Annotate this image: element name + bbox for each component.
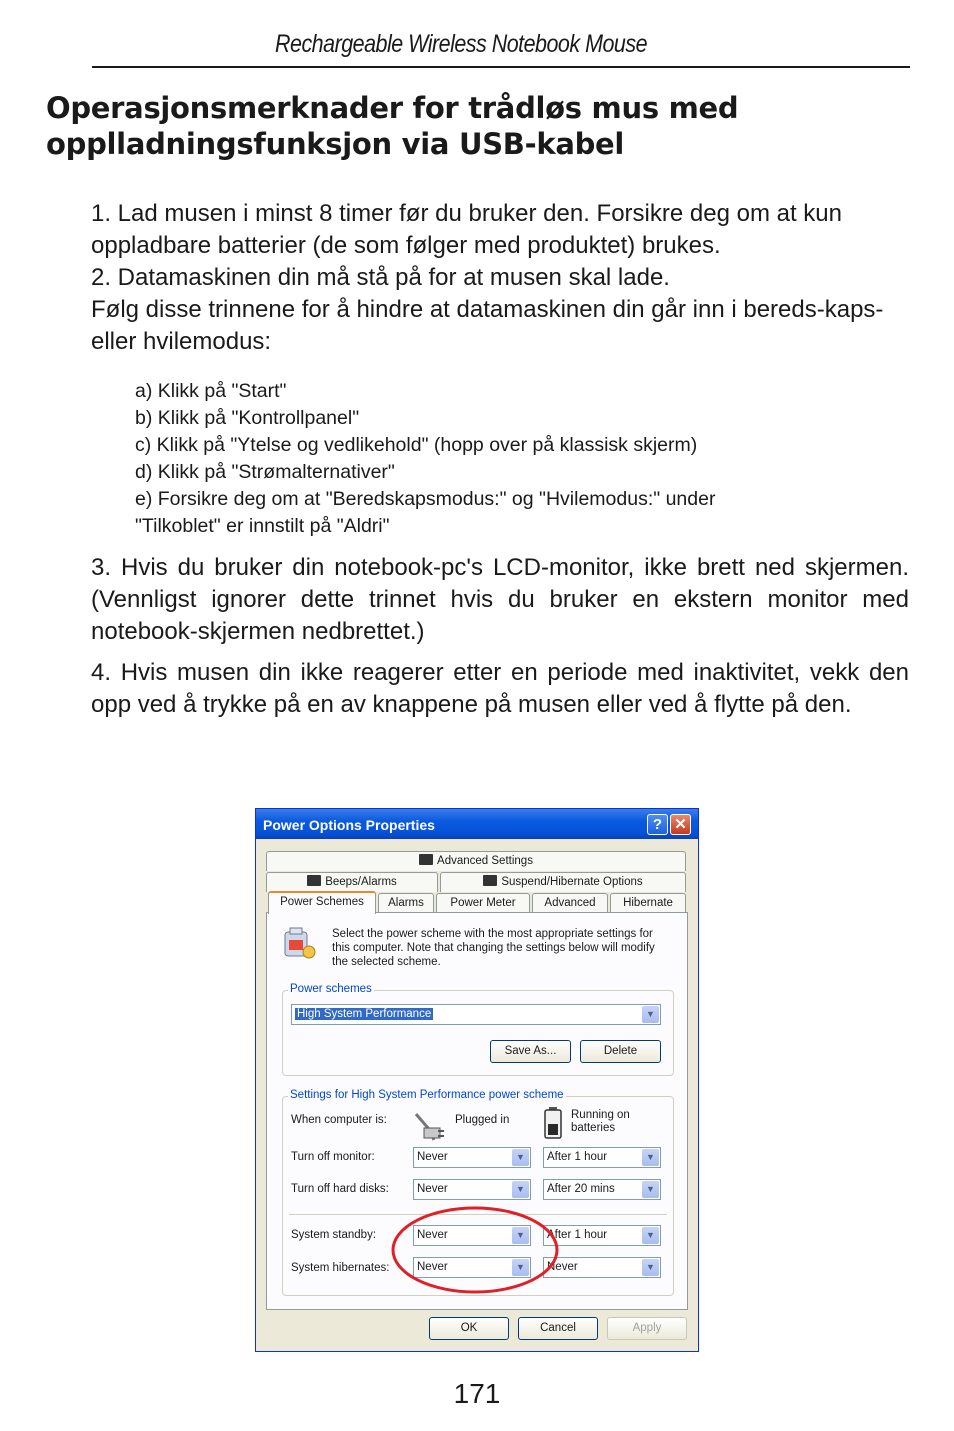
tab-beeps-alarms[interactable]: Beeps/Alarms [266, 872, 438, 892]
turn-off-disks-label: Turn off hard disks: [291, 1183, 389, 1195]
hibernate-battery-select[interactable]: Never ▼ [543, 1257, 661, 1278]
page-title: Operasjonsmerknader for trådløs mus med opplladningsfunksjon via USB-kabel [46, 91, 739, 161]
step-3-block [91, 552, 909, 648]
substep-d: d) Klikk på "Strømalternativer" [135, 461, 395, 483]
disks-plugged-select[interactable]: Never ▼ [413, 1179, 531, 1200]
computer-icon [307, 875, 321, 886]
on-batteries-label: Running on batteries [571, 1109, 630, 1134]
chevron-down-icon: ▼ [642, 1227, 659, 1244]
substep-c: c) Klikk på "Ytelse og vedlikehold" (hopp over på klassisk skjerm) [135, 434, 698, 456]
tab-power-schemes[interactable]: Power Schemes [268, 891, 376, 914]
highlight-circle [380, 1200, 570, 1300]
step-1-text: 1. Lad musen i minst 8 timer før du bruker den. Forsikre deg om at kun oppladbare batterier (de som følger med produktet) brukes. [91, 200, 842, 259]
ok-button[interactable]: OK [429, 1317, 509, 1340]
disks-battery-select[interactable]: After 20 mins ▼ [543, 1179, 661, 1200]
substep-e-cont: "Tilkoblet" er innstilt på "Aldri" [135, 515, 390, 537]
chevron-down-icon: ▼ [512, 1149, 529, 1166]
plugged-in-label: Plugged in [455, 1114, 510, 1126]
power-scheme-select[interactable]: High System Performance ▼ [291, 1004, 661, 1025]
chevron-down-icon: ▼ [642, 1149, 659, 1166]
monitor-battery-select[interactable]: After 1 hour ▼ [543, 1147, 661, 1168]
power-schemes-legend: Power schemes [290, 983, 372, 995]
computer-icon [419, 854, 433, 865]
scheme-description: Select the power scheme with the most appropriate settings for this computer. Note that changing the settings below will modify the selected scheme. [332, 928, 655, 968]
settings-legend: Settings for High System Performance power scheme [290, 1089, 564, 1101]
step-4-block [91, 657, 909, 721]
step-4-text: 4. Hvis musen din ikke reagerer etter en periode med inaktivitet, vekk den opp ved å trykke på en av knappene på musen eller ved å flytte på den. [91, 659, 909, 718]
intro-block [91, 198, 909, 358]
tab-suspend-hibernate[interactable]: Suspend/Hibernate Options [440, 872, 686, 892]
chevron-down-icon: ▼ [642, 1259, 659, 1276]
hibernate-plugged-select[interactable]: Never ▼ [413, 1257, 531, 1278]
power-schemes-group [282, 990, 674, 1076]
battery-icon [542, 1106, 564, 1140]
standby-plugged-select[interactable]: Never ▼ [413, 1225, 531, 1246]
chevron-down-icon: ▼ [642, 1006, 659, 1023]
step-3-text: 3. Hvis du bruker din notebook-pc's LCD-monitor, ikke brett ned skjermen. (Vennligst ignorer dette trinnet hvis du bruker en ekstern monitor med notebook-skjermen nedbrettet.) [91, 554, 909, 645]
standby-instruction: Følg disse trinnene for å hindre at datamaskinen din går inn i bereds-kaps- eller hvilemodus: [91, 296, 884, 355]
power-plug-icon [410, 1106, 448, 1144]
monitor-plugged-select[interactable]: Never ▼ [413, 1147, 531, 1168]
delete-button[interactable]: Delete [580, 1040, 661, 1063]
running-header [92, 28, 910, 68]
tab-advanced-settings[interactable]: Advanced Settings [266, 851, 686, 871]
power-scheme-icon [279, 926, 319, 964]
when-computer-label: When computer is: [291, 1114, 387, 1126]
substep-e: e) Forsikre deg om at "Beredskapsmodus:" og "Hvilemodus:" under [135, 488, 716, 510]
close-button[interactable]: ✕ [670, 814, 691, 835]
tab-power-meter[interactable]: Power Meter [436, 893, 530, 913]
computer-icon [483, 875, 497, 886]
chevron-down-icon: ▼ [512, 1259, 529, 1276]
tab-alarms[interactable]: Alarms [378, 893, 434, 913]
save-as-button[interactable]: Save As... [490, 1040, 571, 1063]
chevron-down-icon: ▼ [512, 1227, 529, 1244]
apply-button[interactable]: Apply [607, 1317, 687, 1340]
substep-a: a) Klikk på "Start" [135, 380, 287, 402]
tab-advanced[interactable]: Advanced [532, 893, 608, 913]
substep-b: b) Klikk på "Kontrollpanel" [135, 407, 360, 429]
tab-hibernate[interactable]: Hibernate [610, 893, 686, 913]
system-standby-label: System standby: [291, 1229, 377, 1241]
running-title: Rechargeable Wireless Notebook Mouse [275, 30, 648, 58]
substeps-list [135, 378, 895, 540]
chevron-down-icon: ▼ [642, 1181, 659, 1198]
standby-battery-select[interactable]: After 1 hour ▼ [543, 1225, 661, 1246]
step-2-text: 2. Datamaskinen din må stå på for at musen skal lade. [91, 264, 670, 291]
cancel-button[interactable]: Cancel [518, 1317, 598, 1340]
chevron-down-icon: ▼ [512, 1181, 529, 1198]
turn-off-monitor-label: Turn off monitor: [291, 1151, 375, 1163]
help-button[interactable]: ? [647, 814, 668, 835]
system-hibernates-label: System hibernates: [291, 1262, 390, 1274]
dialog-titlebar [256, 809, 698, 839]
page-number: 171 [453, 1378, 501, 1409]
dialog-title: Power Options Properties [263, 817, 435, 833]
